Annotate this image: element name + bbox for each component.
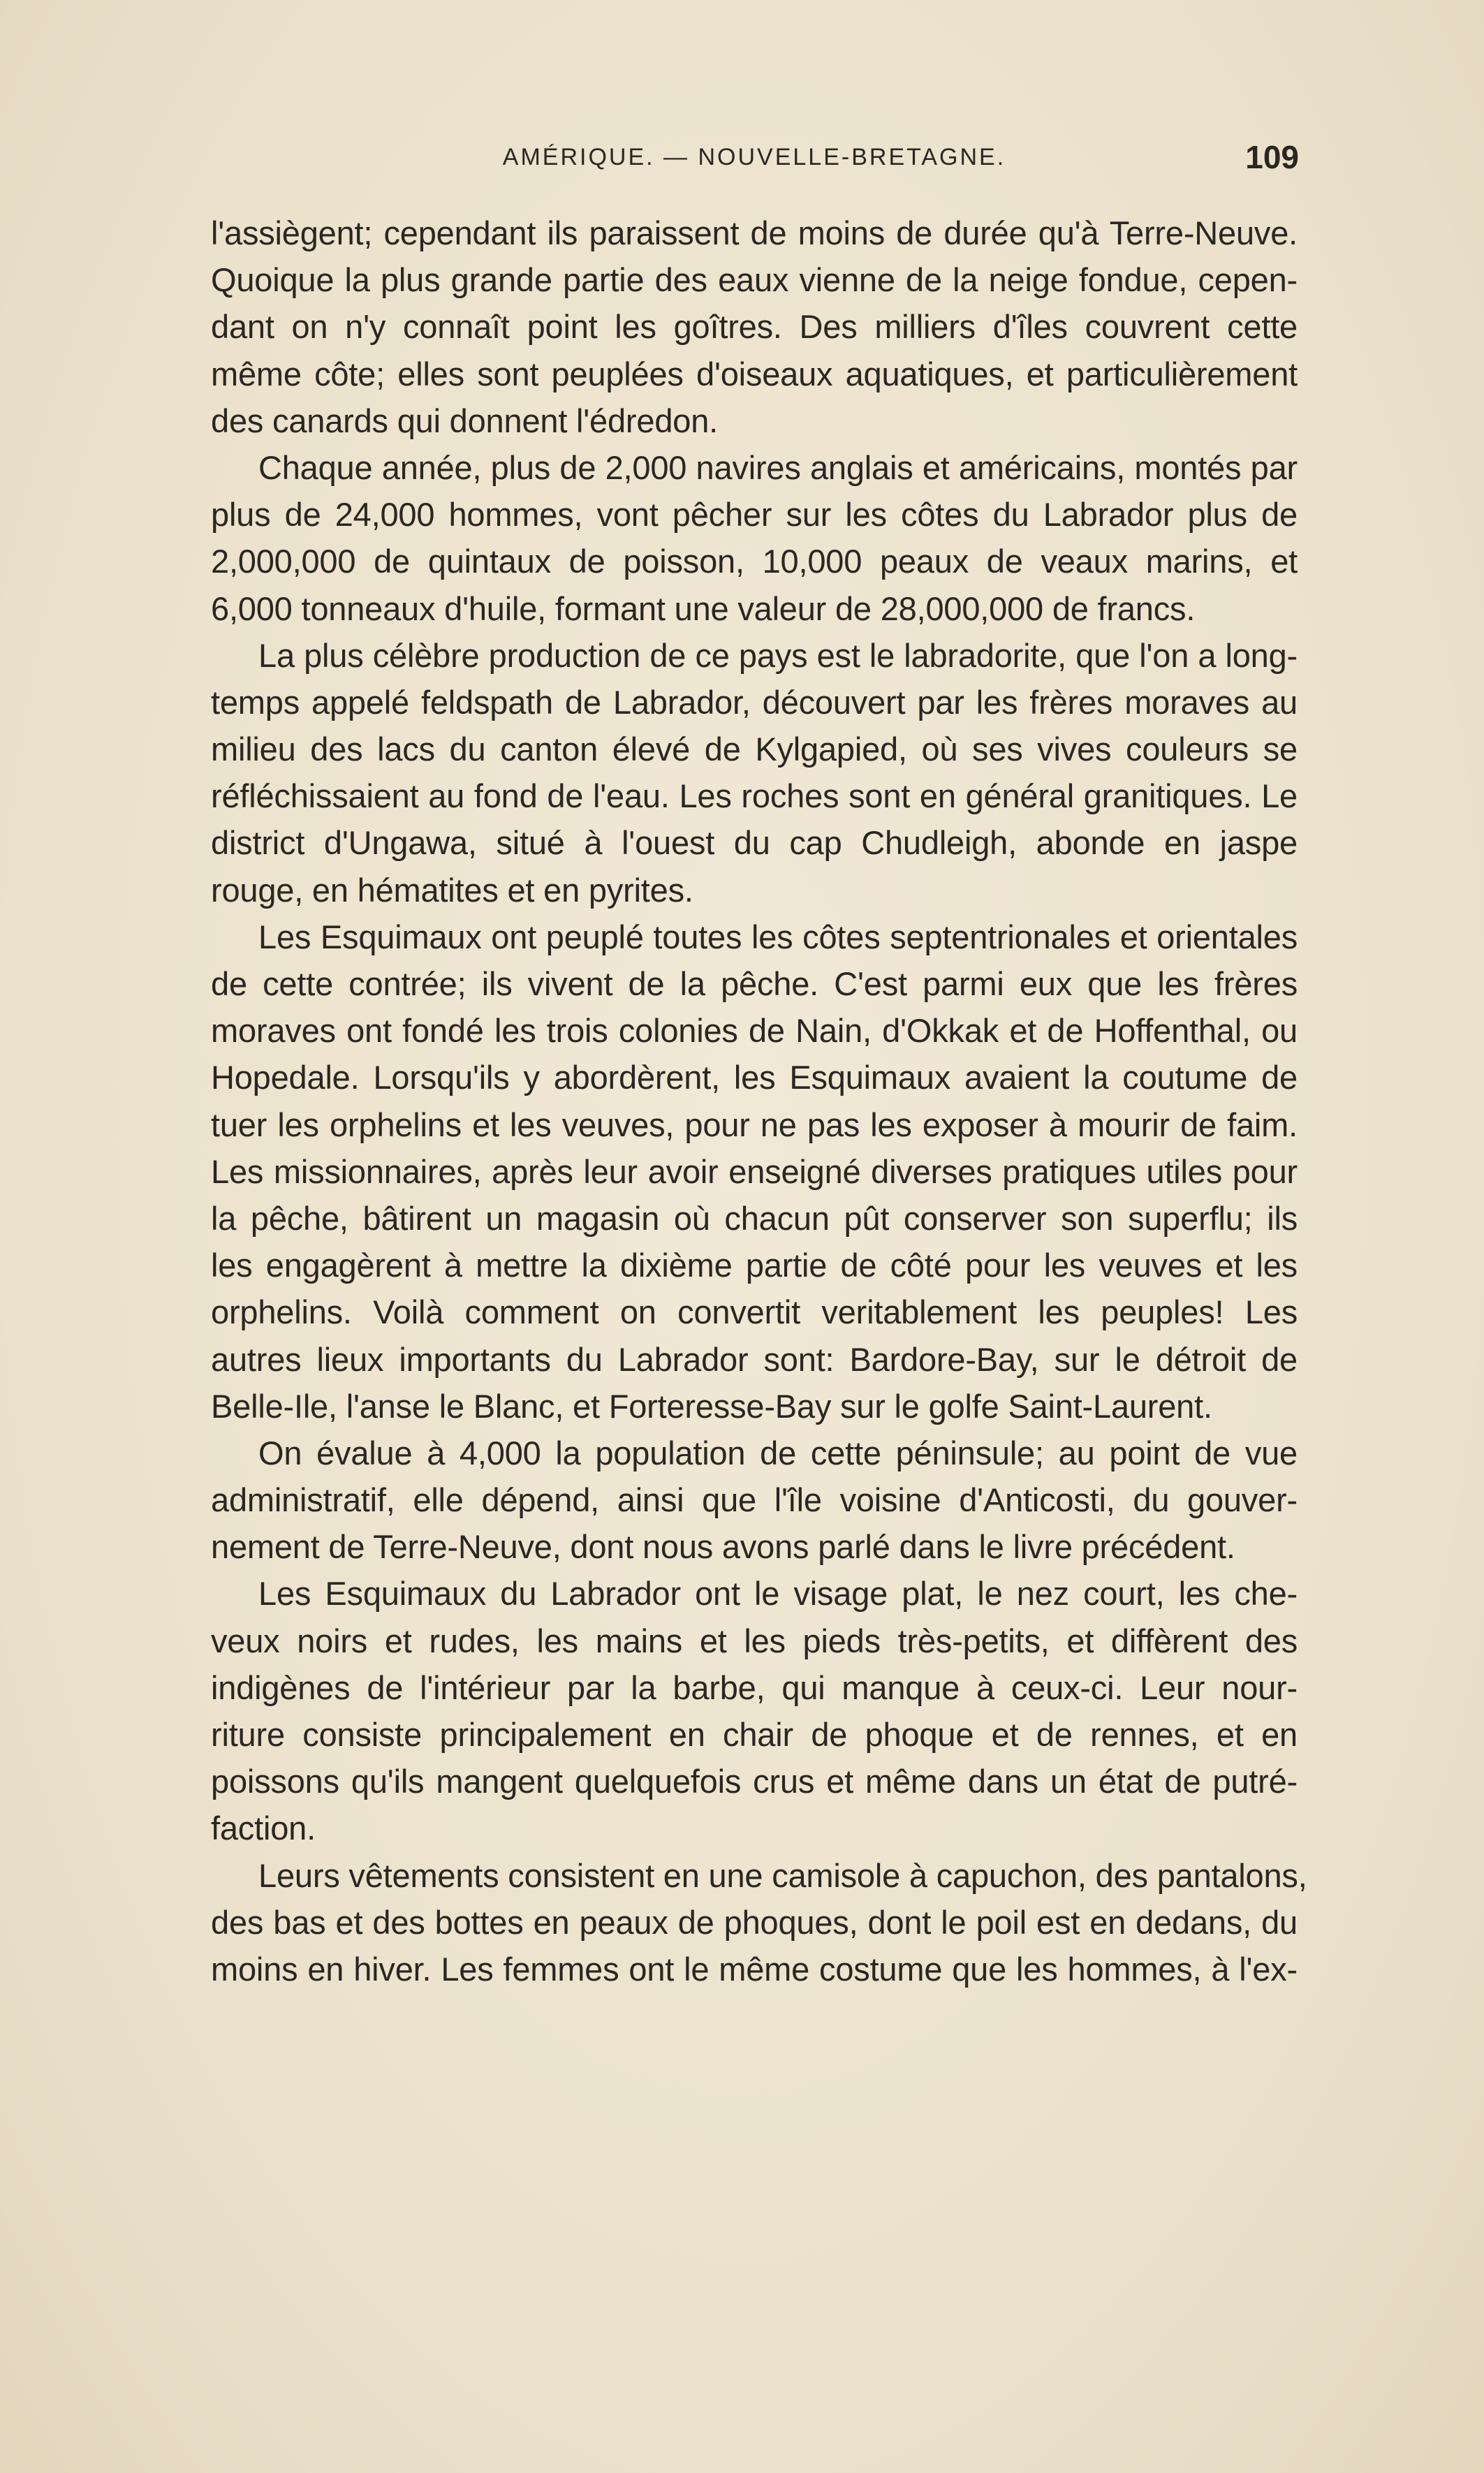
text-line: 6,000 tonneaux d'huile, formant une valeur de 28,000,000 de francs.: [211, 589, 1196, 627]
text-line: Belle-Ile, l'anse le Blanc, et Forteresse-Bay sur le golfe Saint-Laurent.: [211, 1387, 1212, 1425]
text-line: tuer les orphelins et les veuves, pour ne pas les exposer à mourir de faim.: [211, 1106, 1298, 1143]
text-line: moraves ont fondé les trois colonies de Nain, d'Okkak et de Hoffenthal, ou: [211, 1012, 1298, 1050]
text-line: orphelins. Voilà comment on convertit veritablement les peuples! Les: [211, 1293, 1298, 1331]
text-line: rouge, en hématites et en pyrites.: [211, 871, 693, 909]
text-line: les engagèrent à mettre la dixième partie de côté pour les veuves et les: [211, 1247, 1298, 1284]
text-line: Les Esquimaux du Labrador ont le visage plat, le nez court, les che-: [258, 1575, 1298, 1613]
text-line: Quoique la plus grande partie des eaux vienne de la neige fondue, cepen-: [211, 261, 1298, 299]
text-line: On évalue à 4,000 la population de cette péninsule; au point de vue: [258, 1434, 1298, 1472]
page-header: [210, 138, 1299, 180]
paragraph: [211, 210, 1298, 444]
paragraph: [211, 913, 1298, 1430]
text-line: 2,000,000 de quintaux de poisson, 10,000 peaux de veaux marins, et: [211, 543, 1298, 580]
text-line: des canards qui donnent l'édredon.: [211, 402, 718, 439]
text-line: indigènes de l'intérieur par la barbe, qui manque à ceux-ci. Leur nour-: [211, 1668, 1298, 1706]
text-line: Les Esquimaux ont peuplé toutes les côtes septentrionales et orientales: [258, 918, 1298, 955]
text-line: milieu des lacs du canton élevé de Kylgapied, où ses vives couleurs se: [211, 731, 1298, 768]
text-line: l'assiègent; cependant ils paraissent de moins de durée qu'à Terre-Neuve.: [211, 214, 1298, 251]
paragraph: [211, 444, 1298, 632]
text-line: de cette contrée; ils vivent de la pêche. C'est parmi eux que les frères: [211, 965, 1298, 1002]
paragraph: [211, 632, 1298, 913]
page-number: 109: [1245, 139, 1299, 175]
text-line: Les missionnaires, après leur avoir enseigné diverses pratiques utiles pour: [211, 1152, 1298, 1190]
body-text: [211, 210, 1307, 1993]
text-line: temps appelé feldspath de Labrador, découvert par les frères moraves au: [211, 683, 1298, 721]
text-line: faction.: [211, 1810, 316, 1847]
text-line: Chaque année, plus de 2,000 navires anglais et américains, montés par: [258, 448, 1298, 486]
text-line: réfléchissaient au fond de l'eau. Les roches sont en général granitiques. Le: [211, 777, 1298, 815]
paragraph: [211, 1852, 1307, 1993]
text-line: moins en hiver. Les femmes ont le même costume que les hommes, à l'ex-: [211, 1950, 1298, 1988]
text-line: nement de Terre-Neuve, dont nous avons parlé dans le livre précédent.: [211, 1528, 1235, 1566]
text-line: poissons qu'ils mangent quelquefois crus et même dans un état de putré-: [211, 1763, 1298, 1800]
paragraph: [211, 1430, 1298, 1571]
text-line: des bas et des bottes en peaux de phoques, dont le poil est en dedans, du: [211, 1903, 1298, 1941]
text-line: Hopedale. Lorsqu'ils y abordèrent, les Esquimaux avaient la coutume de: [211, 1059, 1298, 1096]
text-line: district d'Ungawa, situé à l'ouest du cap Chudleigh, abonde en jaspe: [211, 824, 1298, 862]
text-line: Leurs vêtements consistent en une camisole à capuchon, des pantalons,: [258, 1856, 1307, 1894]
running-head: AMÉRIQUE. — NOUVELLE-BRETAGNE.: [502, 144, 1006, 170]
paragraph: [211, 1570, 1298, 1851]
text-line: riture consiste principalement en chair de phoque et de rennes, et en: [211, 1716, 1298, 1753]
text-line: dant on n'y connaît point les goîtres. Des milliers d'îles couvrent cette: [211, 308, 1298, 346]
text-line: La plus célèbre production de ce pays est le labradorite, que l'on a long-: [258, 636, 1298, 674]
text-line: administratif, elle dépend, ainsi que l'île voisine d'Anticosti, du gouver-: [211, 1481, 1298, 1519]
text-line: veux noirs et rudes, les mains et les pieds très-petits, et diffèrent des: [211, 1622, 1298, 1659]
text-line: autres lieux importants du Labrador sont: Bardore-Bay, sur le détroit de: [211, 1340, 1298, 1378]
text-line: plus de 24,000 hommes, vont pêcher sur les côtes du Labrador plus de: [211, 496, 1298, 534]
text-line: même côte; elles sont peuplées d'oiseaux aquatiques, et particulièrement: [211, 355, 1298, 392]
text-line: la pêche, bâtirent un magasin où chacun pût conserver son superflu; ils: [211, 1199, 1298, 1237]
